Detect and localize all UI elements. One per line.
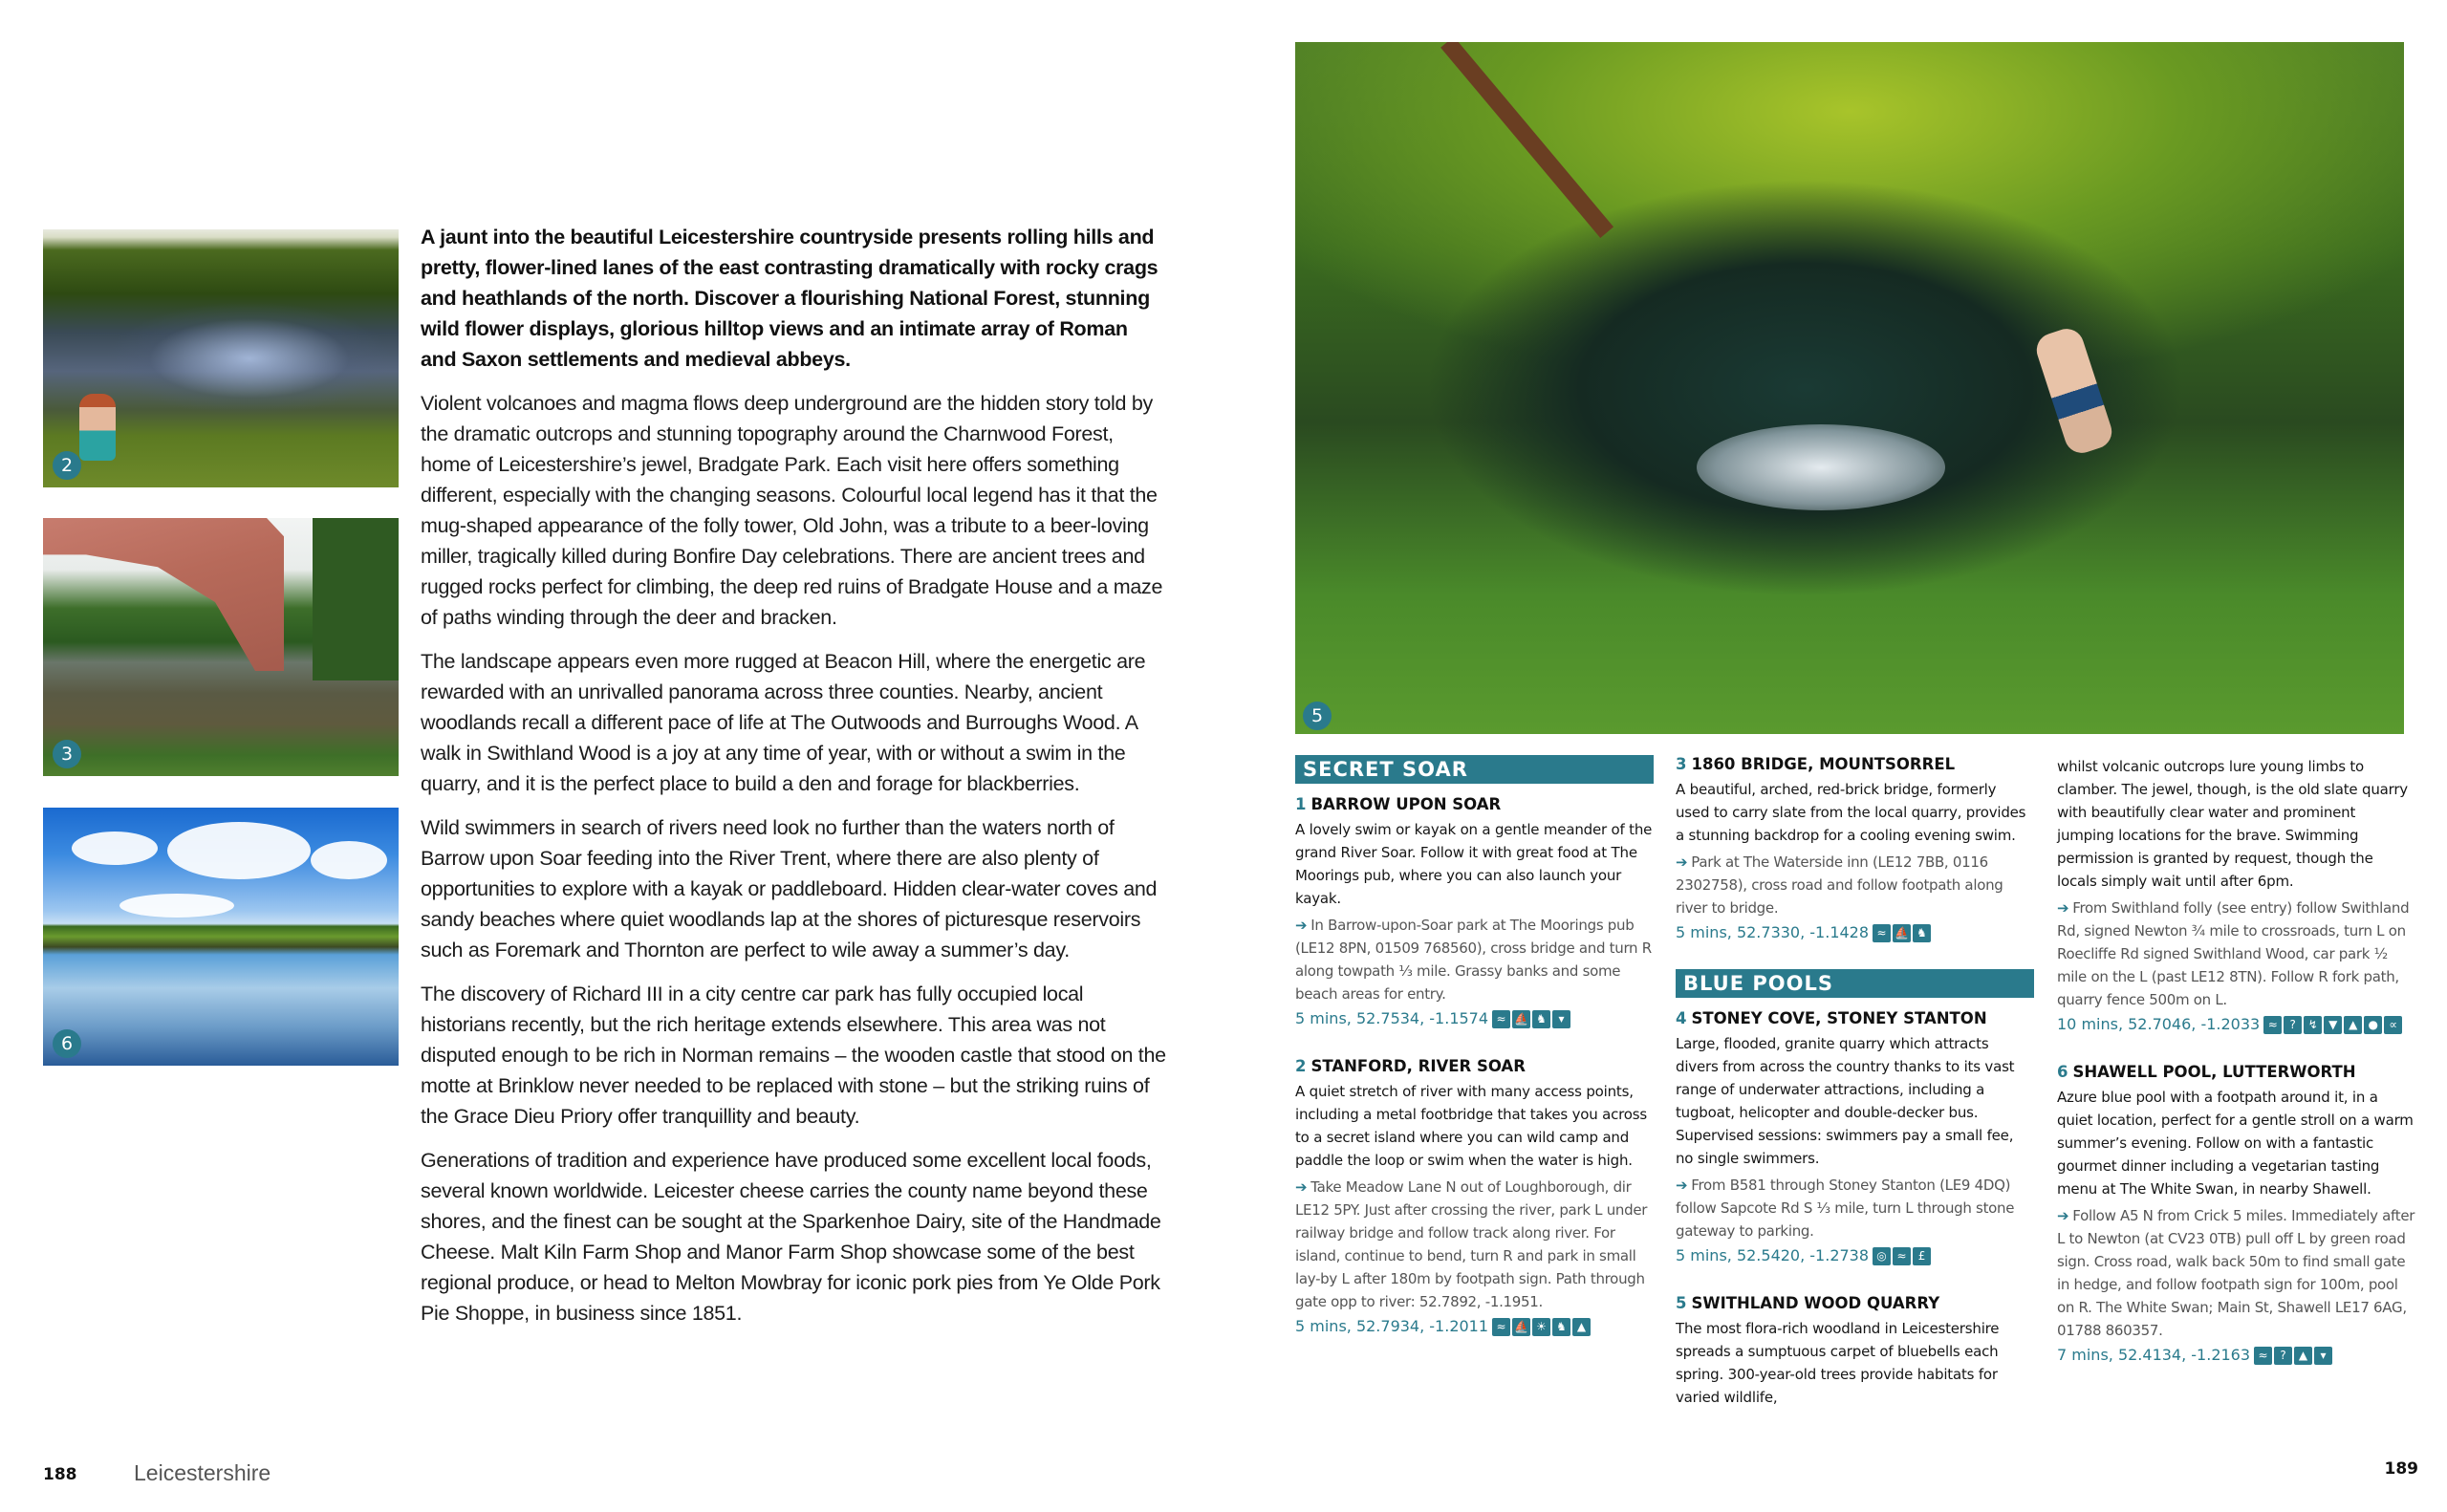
body-paragraph: Generations of tradition and experience have produced some excellent local foods, several known worldwide. Leicester cheese carries the county name beyond these shores, and the finest can be sought at the Sparkenhoe Dairy, site of the Handmade Cheese. Malt Kiln Farm Shop and Manor Farm Shop showcase some of the best regional produce, or head to Melton Mowbray for iconic pork pies from Ye Olde Pork Pie Shoppe, in business since 1851. xyxy=(421,1149,1161,1325)
right-page xyxy=(1224,0,2447,1512)
permission-icon: ? xyxy=(2284,1016,2302,1034)
entry-description: Azure blue pool with a footpath around it, in a quiet location, perfect for a gentle stroll on a warm summer’s evening. Follow on with a fantastic gourmet dinner including a vegetarian tasting menu at The White Swan, in nearby Shawell. xyxy=(2057,1089,2414,1198)
section-header-secret-soar: SECRET SOAR xyxy=(1295,755,1654,784)
entry-coordinates: 5 mins, 52.7534, -1.1574 xyxy=(1295,1009,1489,1027)
hiking-icon: ♞ xyxy=(1532,1010,1550,1028)
entry-coordinates: 5 mins, 52.5420, -1.2738 xyxy=(1676,1246,1870,1264)
entry-directions: In Barrow-upon-Soar park at The Moorings pub (LE12 8PN, 01509 768560), cross bridge and turn R along towpath ⅓ mile. Grassy banks and some beach areas for entry. xyxy=(1295,917,1652,1003)
photo-badge: 3 xyxy=(53,740,81,768)
trees-shape xyxy=(313,518,399,680)
entry-description: The most flora-rich woodland in Leicestershire spreads a sumptuous carpet of bluebells each spring. 300-year-old trees provide habitats for varied wildlife, xyxy=(1676,1320,2000,1406)
entry-1860-bridge xyxy=(1676,753,2034,944)
entry-stoney-cove xyxy=(1676,1007,2034,1267)
listing-column-1 xyxy=(1295,755,1654,1363)
arrow-icon: ➔ xyxy=(2057,1207,2069,1224)
entry-number: 1 xyxy=(1295,795,1307,813)
entry-directions: Follow A5 N from Crick 5 miles. Immediately after L to Newton (at CV23 0TB) pull off L by green road sign. Cross road, walk back 50m to find small gate in hedge, and follow footpath sign for 100m, pool on R. The White Swan; Main St, Shawell LE17 6AG, 01788 860357. xyxy=(2057,1207,2415,1339)
amenity-icons xyxy=(2263,1016,2402,1034)
body-paragraph: Violent volcanoes and magma flows deep underground are the hidden story told by the dramatic outcrops and stunning topography around the Charnwood Forest, home of Leicestershire’s jewel, Bradgate Park. Each visit here offers something different, especially with the changing seasons. Colourful local legend has it that the mug-shaped appearance of the folly tower, Old John, was a tribute to a beer-loving miller, tragically killed during Bonfire Day celebrations. There are ancient trees and rugged rocks perfect for climbing, the deep red ruins of Bradgate House and a maze of paths winding through the deer and bracken. xyxy=(421,392,1163,629)
body-text xyxy=(421,222,1166,1328)
page-number: 188 xyxy=(43,1465,77,1484)
entry-title: BARROW UPON SOAR xyxy=(1310,795,1502,813)
photo-blue-pool xyxy=(43,808,399,1066)
swim-icon: ≈ xyxy=(1492,1010,1510,1028)
arrow-icon: ➔ xyxy=(1676,1177,1688,1194)
entry-description: A lovely swim or kayak on a gentle meander of the grand River Soar. Follow it with great food at The Moorings pub, where you can also launch your kayak. xyxy=(1295,821,1653,907)
intro-paragraph: A jaunt into the beautiful Leicestershire countryside presents rolling hills and pretty, flower-lined lanes of the east contrasting dramatically with rocky crags and heathlands of the north. Discover a flourishing National Forest, stunning wild flower displays, glorious hilltop views and an intimate array of Roman and Saxon settlements and medieval abbeys. xyxy=(421,226,1159,371)
entry-number: 2 xyxy=(1295,1057,1307,1075)
photo-badge: 6 xyxy=(53,1029,81,1058)
swim-icon: ≈ xyxy=(1492,1318,1510,1336)
listing-column-2 xyxy=(1676,753,2034,1434)
entry-number: 6 xyxy=(2057,1063,2068,1081)
amenity-icons xyxy=(1873,1247,1931,1265)
page-number: 189 xyxy=(2384,1459,2418,1479)
body-paragraph: Wild swimmers in search of rivers need look no further than the waters north of Barrow upon Soar feeding into the River Trent, where there are also plenty of opportunities to explore with a kayak or paddleboard. Hidden clear-water coves and sandy beaches where quiet woodlands lap at the shores of picturesque reservoirs such as Foremark and Thornton are perfect to wile away a summer’s day. xyxy=(421,816,1158,961)
arrow-icon: ➔ xyxy=(1295,917,1308,934)
entry-number: 4 xyxy=(1676,1009,1687,1027)
entry-title: SHAWELL POOL, LUTTERWORTH xyxy=(2072,1063,2356,1081)
entry-directions: From B581 through Stoney Stanton (LE9 4DQ) follow Sapcote Rd S ⅓ mile, turn L through stone gateway to parking. xyxy=(1676,1177,2015,1240)
swim-icon: ≈ xyxy=(2254,1347,2272,1365)
body-paragraph: The landscape appears even more rugged at Beacon Hill, where the energetic are rewarded with an unrivalled panorama across three counties. Nearby, ancient woodlands recall a different pace of life at The Outwoods and Burroughs Wood. A walk in Swithland Wood is a joy at any time of year, with or without a swim in the quarry, and it is the perfect place to build a den and forage for blackberries. xyxy=(421,650,1146,795)
cloud-shape xyxy=(311,841,387,879)
jump-icon: ↯ xyxy=(2304,1016,2322,1034)
kayak-icon: ⛵ xyxy=(1893,924,1911,942)
photo-badge: 2 xyxy=(53,451,81,480)
fish-icon: ∝ xyxy=(2384,1016,2402,1034)
tree-icon: ● xyxy=(2364,1016,2382,1034)
kayak-icon: ⛵ xyxy=(1512,1010,1530,1028)
amenity-icons xyxy=(1873,924,1931,942)
amenity-icons xyxy=(2254,1347,2332,1365)
entry-description: Large, flooded, granite quarry which attracts divers from across the country thanks to its vast range of underwater attractions, including a tugboat, helicopter and double-decker bus. Supervised sessions: swimmers pay a small fee, no single swimmers. xyxy=(1676,1035,2015,1167)
pound-icon: £ xyxy=(1913,1247,1931,1265)
entry-directions: Park at The Waterside inn (LE12 7BB, 0116 2302758), cross road and follow footpath along river to bridge. xyxy=(1676,853,2003,917)
reflection-shape xyxy=(1697,424,1945,510)
hiking-icon: ♞ xyxy=(1913,924,1931,942)
amenity-icons xyxy=(1492,1318,1591,1336)
entry-coordinates: 5 mins, 52.7330, -1.1428 xyxy=(1676,923,1870,941)
entry-title: SWITHLAND WOOD QUARRY xyxy=(1691,1294,1940,1312)
amenity-icons xyxy=(1492,1010,1570,1028)
photo-riverbank xyxy=(43,229,399,487)
entry-title: STONEY COVE, STONEY STANTON xyxy=(1691,1009,1987,1027)
mountain-icon: ▲ xyxy=(1572,1318,1591,1336)
entry-swithland-wood-quarry xyxy=(1676,1292,2034,1409)
entry-directions: Take Meadow Lane N out of Loughborough, dir LE12 5PY. Just after crossing the river, park L under railway bridge and follow track along river. For island, continue to bend, turn R and park in small lay-by L after 180m by footpath sign. Path through gate opp to river: 52.7892, -1.1951. xyxy=(1295,1178,1648,1310)
mountain-icon: ▲ xyxy=(2344,1016,2362,1034)
dive-icon: ◎ xyxy=(1873,1247,1891,1265)
photo-bridge xyxy=(43,518,399,776)
arrow-icon: ➔ xyxy=(2057,899,2069,917)
photo-quarry-jump xyxy=(1295,42,2404,734)
arrow-icon: ➔ xyxy=(1676,853,1688,871)
entry-shawell-pool xyxy=(2057,1061,2415,1367)
entry-number: 3 xyxy=(1676,755,1687,773)
jumper-figure xyxy=(2032,324,2116,457)
entry-description: A beautiful, arched, red-brick bridge, formerly used to carry slate from the local quarry, provides a stunning backdrop for a cooling evening swim. xyxy=(1676,781,2026,844)
listing-column-3 xyxy=(2057,755,2415,1392)
entry-swithland-wood-quarry-continued xyxy=(2057,755,2415,1036)
drink-icon: ▾ xyxy=(2314,1347,2332,1365)
entry-barrow-upon-soar xyxy=(1295,793,1654,1030)
swimmer-figure xyxy=(79,394,116,461)
cloud-shape xyxy=(167,822,311,879)
swim-icon: ≈ xyxy=(1893,1247,1911,1265)
entry-number: 5 xyxy=(1676,1294,1687,1312)
drink-icon: ▾ xyxy=(1552,1010,1570,1028)
permission-icon: ? xyxy=(2274,1347,2292,1365)
cloud-shape xyxy=(119,894,234,918)
entry-stanford-river-soar xyxy=(1295,1055,1654,1338)
entry-title: 1860 BRIDGE, MOUNTSORREL xyxy=(1691,755,1956,773)
section-header-blue-pools: BLUE POOLS xyxy=(1676,969,2034,998)
photo-badge: 5 xyxy=(1303,702,1332,730)
bridge-shape xyxy=(43,518,330,671)
swim-icon: ≈ xyxy=(1873,924,1891,942)
entry-description: A quiet stretch of river with many access points, including a metal footbridge that takes you across to a secret island where you can wild camp and paddle the loop or swim when the water is high. xyxy=(1295,1083,1647,1169)
branch-shape xyxy=(1440,42,1613,238)
entry-description: whilst volcanic outcrops lure young limbs to clamber. The jewel, though, is the old slate quarry with beautifully clear water and prominent jumping locations for the brave. Swimming permission is granted by request, though the locals simply wait until after 6pm. xyxy=(2057,758,2408,890)
island-icon: ☀ xyxy=(1532,1318,1550,1336)
mountain-icon: ▲ xyxy=(2294,1347,2312,1365)
kayak-icon: ⛵ xyxy=(1512,1318,1530,1336)
cloud-shape xyxy=(72,832,158,865)
hiking-icon: ♞ xyxy=(1552,1318,1570,1336)
entry-title: STANFORD, RIVER SOAR xyxy=(1310,1057,1526,1075)
warning-icon: ▼ xyxy=(2324,1016,2342,1034)
entry-directions: From Swithland folly (see entry) follow Swithland Rd, signed Newton ¾ mile to crossroads, turn L on Roecliffe Rd signed Swithland Wood, car park ½ mile on the L (past LE12 8TN). Follow R fork path, quarry fence 500m on L. xyxy=(2057,899,2410,1008)
running-title: Leicestershire xyxy=(134,1460,271,1485)
body-paragraph: The discovery of Richard III in a city centre car park has fully occupied local historians recently, but the rich heritage extends elsewhere. This area was not disputed enough to be rich in Norman remains – the wooden castle that stood on the motte at Brinklow never needed to be replaced with stone – but the striking ruins of the Grace Dieu Priory offer tranquillity and beauty. xyxy=(421,983,1166,1128)
entry-coordinates: 7 mins, 52.4134, -1.2163 xyxy=(2057,1346,2251,1364)
swim-icon: ≈ xyxy=(2263,1016,2282,1034)
entry-coordinates: 5 mins, 52.7934, -1.2011 xyxy=(1295,1317,1489,1335)
arrow-icon: ➔ xyxy=(1295,1178,1308,1196)
entry-coordinates: 10 mins, 52.7046, -1.2033 xyxy=(2057,1015,2261,1033)
